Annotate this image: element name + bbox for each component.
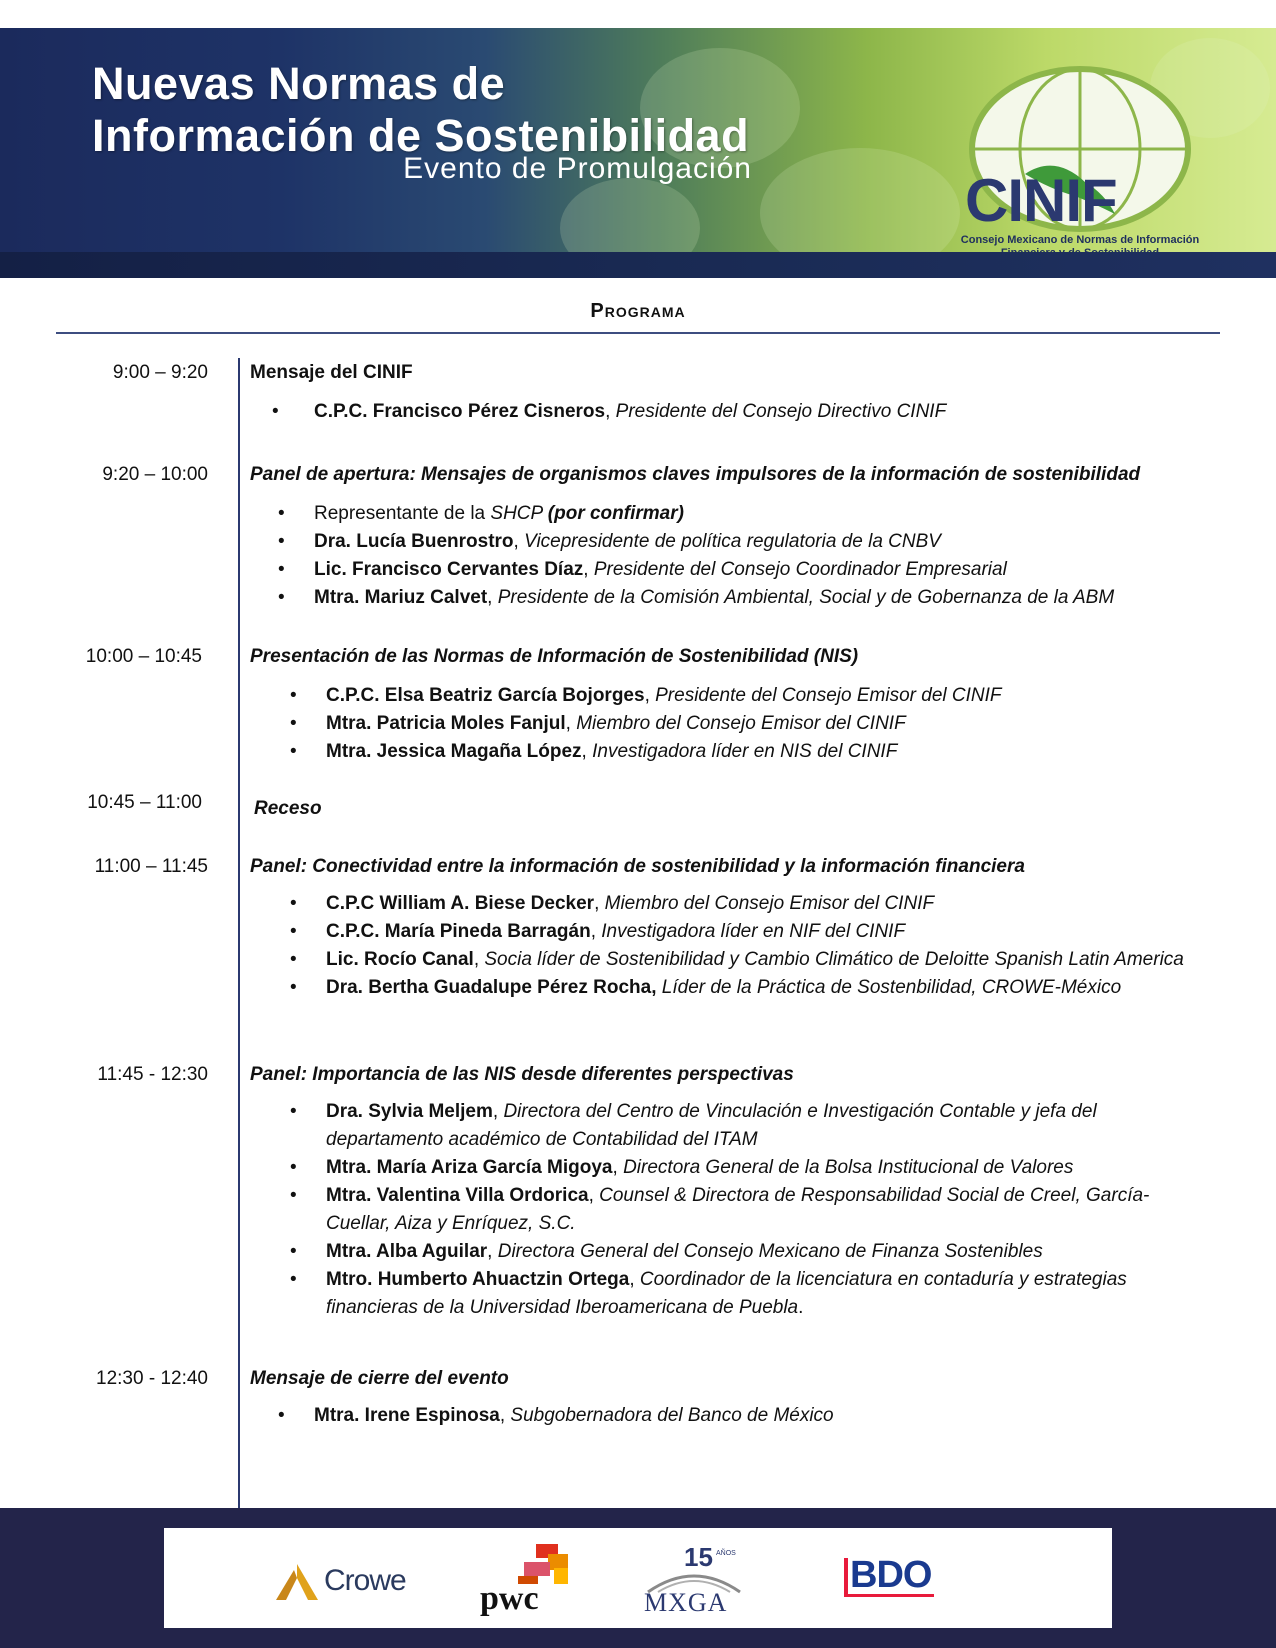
speaker-role: Socia líder de Sostenibilidad y Cambio Climático de Deloitte Spanish Latin America xyxy=(484,949,1184,970)
speaker-sep: , xyxy=(583,559,594,580)
session-title: Mensaje de cierre del evento xyxy=(250,1368,509,1389)
speaker-sep: , xyxy=(629,1269,640,1290)
speaker-sep: , xyxy=(612,1157,624,1178)
crowe-logo xyxy=(274,1560,414,1610)
bullet: • xyxy=(290,741,297,762)
header-banner xyxy=(0,28,1276,278)
speaker-role: Directora General de la Bolsa Institucional de Valores xyxy=(623,1157,1074,1178)
speaker-item xyxy=(290,1238,1190,1266)
speaker-item xyxy=(290,1154,1190,1182)
speaker-sep: , xyxy=(588,1185,600,1206)
mxga-logo xyxy=(640,1542,750,1622)
speaker-name: Mtra. Mariuz Calvet xyxy=(314,587,488,608)
mxga-badge-sub: AÑOS xyxy=(716,1550,736,1557)
speaker-sep: , xyxy=(487,587,498,608)
bullet: • xyxy=(278,1405,285,1426)
speaker-role: Counsel & Directora de Responsabilidad Social de Creel, García-Cuellar, Aiza y Enríquez, S.C. xyxy=(326,1185,1150,1234)
bullet: • xyxy=(272,401,279,422)
speaker-role: Vicepresidente de política regulatoria de la CNBV xyxy=(524,531,941,552)
speaker-role: Investigadora líder en NIF del CINIF xyxy=(601,921,906,942)
speaker-name: C.P.C. Francisco Pérez Cisneros xyxy=(314,401,606,422)
event-title-line2: Información de Sostenibilidad xyxy=(92,110,750,161)
cinif-logo xyxy=(955,64,1205,264)
bullet: • xyxy=(278,559,285,580)
event-title-line1: Nuevas Normas de xyxy=(92,58,506,109)
bdo-wordmark: BDO xyxy=(850,1554,932,1596)
speaker-name: Mtra. Alba Aguilar xyxy=(326,1241,488,1262)
speaker-list xyxy=(272,398,1232,426)
speaker-item xyxy=(290,918,1190,946)
speaker-list xyxy=(290,682,1230,766)
speaker-sep: , xyxy=(492,1101,504,1122)
speaker-sep: , xyxy=(565,713,577,734)
speaker-sep: , xyxy=(499,1405,511,1426)
timeline-line xyxy=(238,358,240,1508)
bdo-bar-icon xyxy=(844,1558,848,1594)
speaker-role: Coordinador de la licenciatura en contaduría y estrategias financieras de la Universidad Iberoamericana de Puebla xyxy=(326,1269,1127,1318)
time-slot: 11:45 - 12:30 xyxy=(97,1064,208,1085)
speaker-item xyxy=(290,1266,1190,1322)
time-slot: 10:00 – 10:45 xyxy=(85,646,202,667)
event-title xyxy=(92,58,749,162)
speaker-item xyxy=(272,398,1232,426)
speaker-tail: . xyxy=(798,1297,804,1318)
speaker-role: Investigadora líder en NIS del CINIF xyxy=(592,741,898,762)
mxga-badge: 15 xyxy=(684,1542,713,1572)
speaker-role: Presidente del Consejo Emisor del CINIF xyxy=(655,685,1002,706)
speaker-name: Mtro. Humberto Ahuactzin Ortega xyxy=(326,1269,630,1290)
speaker-note: (por confirmar) xyxy=(547,503,684,524)
session-title: Presentación de las Normas de Información de Sostenibilidad (NIS) xyxy=(250,646,859,667)
pwc-wordmark: pwc xyxy=(480,1580,539,1617)
speaker-sep: , xyxy=(594,893,605,914)
speaker-item xyxy=(290,946,1190,974)
speaker-item xyxy=(290,682,1230,710)
sponsor-strip xyxy=(164,1528,1112,1628)
bullet: • xyxy=(290,921,297,942)
speaker-item xyxy=(278,584,1238,612)
time-slot: 12:30 - 12:40 xyxy=(96,1368,208,1389)
speaker-role: Presidente del Consejo Coordinador Empresarial xyxy=(593,559,1007,580)
speaker-sep: , xyxy=(590,921,602,942)
bullet: • xyxy=(290,685,297,706)
bullet: • xyxy=(290,1157,297,1178)
bullet: • xyxy=(290,1101,297,1122)
speaker-name: Dra. Sylvia Meljem xyxy=(326,1101,493,1122)
session-title: Panel: Importancia de las NIS desde diferentes perspectivas xyxy=(250,1064,794,1085)
speaker-role: Directora General del Consejo Mexicano de Finanza Sostenibles xyxy=(497,1241,1043,1262)
speaker-item xyxy=(278,556,1238,584)
session-title: Mensaje del CINIF xyxy=(250,362,413,383)
speaker-pre: Representante de la xyxy=(314,503,491,524)
speaker-item xyxy=(290,738,1230,766)
speaker-list xyxy=(278,500,1238,612)
speaker-role: Directora del Centro de Vinculación e Investigación Contable y jefa del departamento académico de Contabilidad del ITAM xyxy=(326,1101,1097,1150)
time-slot: 11:00 – 11:45 xyxy=(94,856,208,877)
speaker-sep: , xyxy=(581,741,593,762)
speaker-name: Mtra. María Ariza García Migoya xyxy=(326,1157,613,1178)
speaker-pre-italic: SHCP xyxy=(490,503,548,524)
bullet: • xyxy=(290,977,297,998)
speaker-sep: , xyxy=(605,401,616,422)
speaker-item xyxy=(290,974,1190,1002)
speaker-item xyxy=(290,1098,1190,1154)
speaker-name: C.P.C. María Pineda Barragán xyxy=(326,921,591,942)
session-title: Receso xyxy=(254,798,322,819)
bullet: • xyxy=(290,713,297,734)
speaker-name: C.P.C. Elsa Beatriz García Bojorges xyxy=(326,685,645,706)
speaker-item xyxy=(290,1182,1190,1238)
speaker-list xyxy=(278,1402,1218,1430)
speaker-name: Mtra. Jessica Magaña López xyxy=(326,741,582,762)
section-heading xyxy=(0,300,1276,323)
banner-bottom-strip xyxy=(0,252,1276,278)
time-slot: 9:00 – 9:20 xyxy=(112,362,208,383)
mxga-wordmark: MXGA xyxy=(644,1588,728,1617)
speaker-item xyxy=(278,1402,1218,1430)
speaker-name: C.P.C William A. Biese Decker xyxy=(326,893,595,914)
pwc-logo xyxy=(480,1544,590,1620)
speaker-name: Mtra. Patricia Moles Fanjul xyxy=(326,713,566,734)
bdo-logo xyxy=(844,1554,964,1604)
speaker-role: Presidente de la Comisión Ambiental, Social y de Gobernanza de la ABM xyxy=(497,587,1115,608)
speaker-sep: , xyxy=(473,949,485,970)
bullet: • xyxy=(290,893,297,914)
logo-wordmark: CINIF xyxy=(965,167,1117,234)
session-title: Panel de apertura: Mensajes de organismos claves impulsores de la información de sostenibilidad xyxy=(250,464,1141,485)
bullet: • xyxy=(278,503,285,524)
speaker-item xyxy=(290,890,1190,918)
speaker-sep: , xyxy=(513,531,525,552)
speaker-sep: , xyxy=(644,685,656,706)
speaker-item xyxy=(278,528,1238,556)
time-slot: 9:20 – 10:00 xyxy=(102,464,208,485)
speaker-role: Miembro del Consejo Emisor del CINIF xyxy=(604,893,935,914)
speaker-name: Dra. Bertha Guadalupe Pérez Rocha, xyxy=(326,977,657,998)
section-heading-text: Programa xyxy=(590,300,686,322)
speaker-list xyxy=(290,1098,1190,1322)
speaker-name: Mtra. Valentina Villa Ordorica xyxy=(326,1185,589,1206)
speaker-list xyxy=(290,890,1190,1002)
speaker-name: Lic. Rocío Canal xyxy=(326,949,474,970)
bullet: • xyxy=(278,531,285,552)
logo-caption-line1: Consejo Mexicano de Normas de Información xyxy=(960,234,1200,246)
speaker-role: Presidente del Consejo Directivo CINIF xyxy=(615,401,947,422)
speaker-role: Subgobernadora del Banco de México xyxy=(510,1405,834,1426)
speaker-name: Mtra. Irene Espinosa xyxy=(314,1405,500,1426)
event-subtitle: Evento de Promulgación xyxy=(403,152,752,185)
speaker-role: Líder de la Práctica de Sostenbilidad, CROWE-México xyxy=(661,977,1122,998)
bullet: • xyxy=(278,587,285,608)
bullet: • xyxy=(290,1241,297,1262)
speaker-name: Lic. Francisco Cervantes Díaz xyxy=(314,559,584,580)
time-slot: 10:45 – 11:00 xyxy=(87,792,202,813)
bullet: • xyxy=(290,1185,297,1206)
session-title: Panel: Conectividad entre la información de sostenibilidad y la información financiera xyxy=(250,856,1025,877)
heading-divider xyxy=(56,332,1220,334)
bullet: • xyxy=(290,1269,297,1290)
crowe-wordmark: Crowe xyxy=(324,1564,406,1597)
speaker-sep: , xyxy=(487,1241,498,1262)
speaker-item xyxy=(278,500,1238,528)
speaker-item xyxy=(290,710,1230,738)
speaker-role: Miembro del Consejo Emisor del CINIF xyxy=(576,713,906,734)
bullet: • xyxy=(290,949,297,970)
speaker-name: Dra. Lucía Buenrostro xyxy=(314,531,514,552)
crowe-mark-icon xyxy=(274,1562,320,1602)
